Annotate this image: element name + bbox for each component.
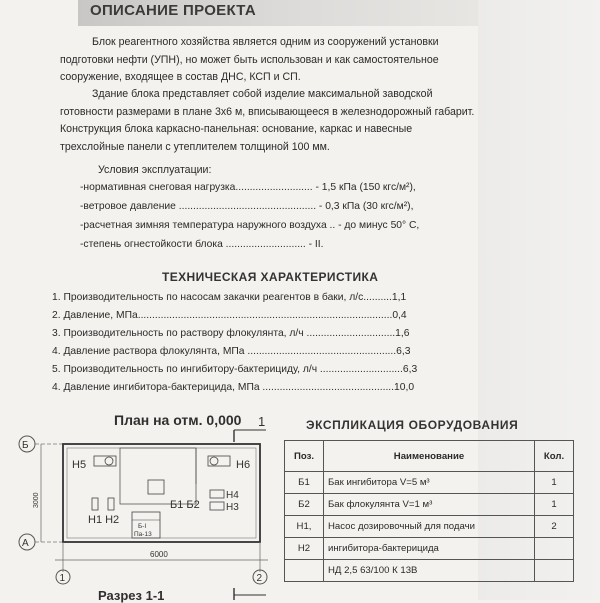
equipment-label-h5: Н5 <box>72 459 87 471</box>
axis-label-a: А <box>22 538 29 549</box>
table-row <box>285 560 574 582</box>
table-cell: НД 2,5 63/100 К 13В <box>324 560 535 582</box>
tank-area <box>120 448 196 504</box>
text-line: подготовки нефти (УПН), но может быть использован и как самостоятельное <box>60 53 439 66</box>
table-row <box>285 516 574 538</box>
description-paragraph-1 <box>60 34 439 87</box>
column-header: Кол. <box>535 441 574 472</box>
spec-item: 3. Производительность по раствору флокулянта, л/ч ...............................1,6 <box>52 328 410 339</box>
column-header: Наименование <box>324 441 535 472</box>
explication-title: ЭКСПЛИКАЦИЯ ОБОРУДОВАНИЯ <box>306 418 519 432</box>
text-line: сооружение, входящее в состав ДНС, КСП и СП. <box>60 71 301 84</box>
table-row <box>285 472 574 494</box>
cabinet-label: Б-I <box>138 523 147 530</box>
equipment-label-h1-h2: Н1 Н2 <box>88 514 120 526</box>
section-title: Разрез 1-1 <box>98 588 165 603</box>
table-cell: Насос дозировочный для подачи <box>324 516 535 538</box>
table-cell <box>535 560 574 582</box>
text-line: готовности размерами в плане 3х6 м, вписывающееся в железнодорожный габарит. <box>60 105 475 118</box>
dimension-length: 6000 <box>150 550 168 559</box>
equipment-label-h6: Н6 <box>236 459 251 471</box>
dimension-width: 3000 <box>33 492 40 508</box>
spec-item: 1. Производительность по насосам закачки реагентов в баки, л/с..........1,1 <box>52 292 407 303</box>
page-title: ОПИСАНИЕ ПРОЕКТА <box>90 2 256 19</box>
text-line: трехслойные панели с утеплителем толщиной 100 мм. <box>60 140 330 153</box>
condition-item: -расчетная зимняя температура наружного воздуха .. - до минус 50° С, <box>80 220 420 231</box>
condition-item: -степень огнестойкости блока ............................ - II. <box>80 239 324 250</box>
table-cell: 2 <box>535 516 574 538</box>
floor-plan-drawing <box>0 400 280 600</box>
table-cell: Бак флокулянта V=1 м³ <box>324 494 535 516</box>
text-line: Здание блока представляет собой изделие максимальной заводской <box>92 88 433 100</box>
equipment-label-h3: Н3 <box>226 502 239 513</box>
table-cell <box>285 560 324 582</box>
cabinet-label-2: Па-13 <box>134 531 152 538</box>
condition-item: -ветровое давление ................................................ - 0,3 кПа (30 кгс/м²), <box>80 201 414 212</box>
axis-label-1: 1 <box>59 573 66 584</box>
spec-item: 4. Давление раствора флокулянта, МПа ....................................................6,3 <box>52 346 411 357</box>
table-cell: Б1 <box>285 472 324 494</box>
table-header-row <box>285 441 574 472</box>
axis-label-b: Б <box>22 440 29 451</box>
conditions-heading: Условия эксплуатации: <box>98 164 212 176</box>
table-row <box>285 494 574 516</box>
column-header: Поз. <box>285 441 324 472</box>
text-line: Блок реагентного хозяйства является одним из сооружений установки <box>92 36 439 48</box>
condition-item: -нормативная снеговая нагрузка........................... - 1,5 кПа (150 кгс/м²), <box>80 182 416 193</box>
spec-item: 5. Производительность по ингибитору-бактерициду, л/ч .............................6,3 <box>52 364 418 375</box>
cut-mark-label: 1 <box>258 414 266 429</box>
equipment-label-b1-b2: Б1 Б2 <box>170 499 200 511</box>
table-cell <box>535 538 574 560</box>
table-cell: Н1, <box>285 516 324 538</box>
axis-label-2: 2 <box>256 573 263 584</box>
equipment-label-h4: Н4 <box>226 490 239 501</box>
table-cell: Н2 <box>285 538 324 560</box>
specs-title: ТЕХНИЧЕСКАЯ ХАРАКТЕРИСТИКА <box>162 270 379 284</box>
table-cell: Б2 <box>285 494 324 516</box>
table-row <box>285 538 574 560</box>
table-cell: 1 <box>535 472 574 494</box>
spec-item: 4. Давление ингибитора-бактерицида, МПа ..............................................10,0 <box>52 382 415 393</box>
table-cell: 1 <box>535 494 574 516</box>
table-cell: Бак ингибитора V=5 м³ <box>324 472 535 494</box>
table-cell: ингибитора-бактерицида <box>324 538 535 560</box>
plan-title: План на отм. 0,000 <box>114 412 242 428</box>
text-line: Конструкция блока каркасно-панельная: основание, каркас и навесные <box>60 123 413 136</box>
description-paragraph-2 <box>60 86 474 156</box>
spec-item: 2. Давление, МПа.........................................................................................0,4 <box>52 310 407 321</box>
explication-table <box>284 440 574 582</box>
